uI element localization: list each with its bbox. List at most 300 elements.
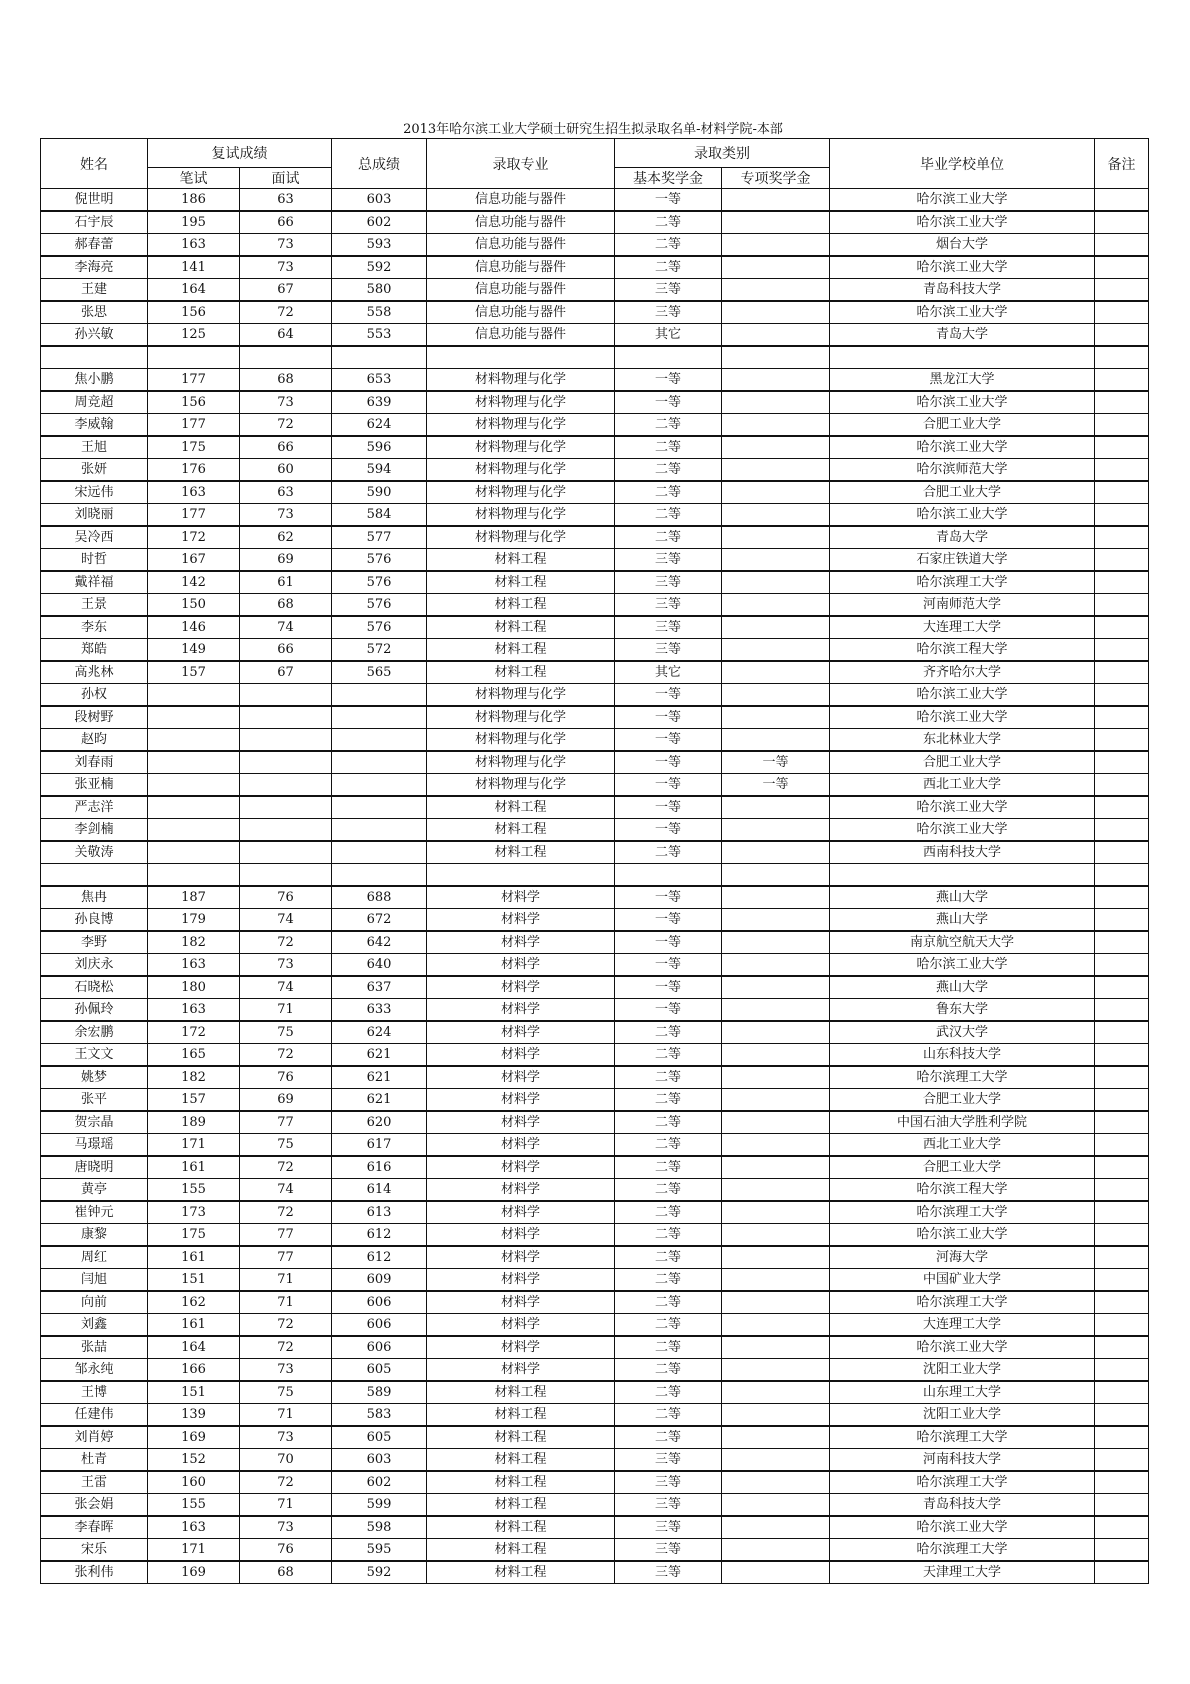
special-scholarship-cell bbox=[722, 1449, 830, 1472]
table-row bbox=[41, 279, 1149, 302]
basic-scholarship-cell: 二等 bbox=[615, 211, 722, 234]
remark-cell bbox=[1095, 189, 1149, 212]
basic-scholarship-cell: 三等 bbox=[615, 639, 722, 662]
special-scholarship-cell bbox=[722, 459, 830, 482]
special-scholarship-cell bbox=[722, 729, 830, 752]
total-score-cell: 621 bbox=[332, 1044, 427, 1067]
remark-cell bbox=[1095, 954, 1149, 977]
major-cell: 材料学 bbox=[427, 909, 615, 932]
interview-score-cell: 74 bbox=[240, 616, 332, 639]
table-row bbox=[41, 504, 1149, 527]
interview-score-cell: 73 bbox=[240, 256, 332, 279]
total-score-cell: 642 bbox=[332, 931, 427, 954]
major-cell: 材料工程 bbox=[427, 1404, 615, 1427]
written-score-cell: 142 bbox=[148, 571, 240, 594]
table-row bbox=[41, 369, 1149, 392]
remark-cell bbox=[1095, 1359, 1149, 1382]
written-score-cell: 177 bbox=[148, 414, 240, 437]
table-row bbox=[41, 639, 1149, 662]
name-cell: 张亚楠 bbox=[41, 774, 148, 797]
remark-cell bbox=[1095, 1089, 1149, 1112]
major-cell: 信息功能与器件 bbox=[427, 211, 615, 234]
school-cell: 合肥工业大学 bbox=[830, 1156, 1095, 1179]
school-cell: 山东理工大学 bbox=[830, 1381, 1095, 1404]
name-cell: 周红 bbox=[41, 1246, 148, 1269]
remark-cell bbox=[1095, 211, 1149, 234]
total-score-cell: 593 bbox=[332, 234, 427, 257]
name-cell bbox=[41, 864, 148, 887]
special-scholarship-cell bbox=[722, 1471, 830, 1494]
table-row bbox=[41, 999, 1149, 1022]
table-row bbox=[41, 346, 1149, 369]
special-scholarship-cell bbox=[722, 526, 830, 549]
name-cell: 刘晓丽 bbox=[41, 504, 148, 527]
name-cell: 孙佩玲 bbox=[41, 999, 148, 1022]
major-cell: 材料工程 bbox=[427, 1494, 615, 1517]
name-cell: 李海亮 bbox=[41, 256, 148, 279]
interview-score-cell: 75 bbox=[240, 1381, 332, 1404]
special-scholarship-cell bbox=[722, 1359, 830, 1382]
interview-score-cell: 72 bbox=[240, 931, 332, 954]
basic-scholarship-cell: 二等 bbox=[615, 1201, 722, 1224]
basic-scholarship-cell: 一等 bbox=[615, 976, 722, 999]
total-score-cell: 617 bbox=[332, 1134, 427, 1157]
interview-score-cell: 74 bbox=[240, 976, 332, 999]
major-cell: 材料工程 bbox=[427, 639, 615, 662]
interview-score-cell: 71 bbox=[240, 999, 332, 1022]
written-score-cell: 155 bbox=[148, 1179, 240, 1202]
table-row bbox=[41, 549, 1149, 572]
written-score-cell: 157 bbox=[148, 1089, 240, 1112]
name-cell: 王景 bbox=[41, 594, 148, 617]
interview-score-cell: 72 bbox=[240, 301, 332, 324]
major-cell: 材料学 bbox=[427, 1269, 615, 1292]
name-cell: 严志洋 bbox=[41, 796, 148, 819]
school-cell: 哈尔滨工业大学 bbox=[830, 391, 1095, 414]
special-scholarship-cell bbox=[722, 1246, 830, 1269]
name-cell: 段树野 bbox=[41, 706, 148, 729]
total-score-cell: 672 bbox=[332, 909, 427, 932]
special-scholarship-cell bbox=[722, 436, 830, 459]
total-score-cell: 603 bbox=[332, 189, 427, 212]
interview-score-cell: 71 bbox=[240, 1404, 332, 1427]
name-cell: 李野 bbox=[41, 931, 148, 954]
name-cell: 张平 bbox=[41, 1089, 148, 1112]
remark-cell bbox=[1095, 1516, 1149, 1539]
interview-score-cell: 73 bbox=[240, 234, 332, 257]
table-row bbox=[41, 819, 1149, 842]
name-cell: 刘庆永 bbox=[41, 954, 148, 977]
basic-scholarship-cell: 二等 bbox=[615, 481, 722, 504]
table-row bbox=[41, 1426, 1149, 1449]
total-score-cell: 595 bbox=[332, 1539, 427, 1562]
special-scholarship-cell bbox=[722, 279, 830, 302]
major-cell bbox=[427, 346, 615, 369]
name-cell: 关敬涛 bbox=[41, 841, 148, 864]
total-score-cell: 603 bbox=[332, 1449, 427, 1472]
school-cell: 沈阳工业大学 bbox=[830, 1404, 1095, 1427]
written-score-cell: 169 bbox=[148, 1561, 240, 1584]
basic-scholarship-cell: 二等 bbox=[615, 504, 722, 527]
interview-score-cell: 72 bbox=[240, 1336, 332, 1359]
name-cell: 张思 bbox=[41, 301, 148, 324]
name-cell: 宋远伟 bbox=[41, 481, 148, 504]
basic-scholarship-cell: 三等 bbox=[615, 1449, 722, 1472]
remark-cell bbox=[1095, 1111, 1149, 1134]
total-score-cell: 602 bbox=[332, 211, 427, 234]
name-cell: 崔钟元 bbox=[41, 1201, 148, 1224]
interview-score-cell: 72 bbox=[240, 1156, 332, 1179]
header-special-scholarship: 专项奖学金 bbox=[722, 168, 830, 189]
basic-scholarship-cell: 一等 bbox=[615, 931, 722, 954]
name-cell: 焦小鹏 bbox=[41, 369, 148, 392]
table-row bbox=[41, 616, 1149, 639]
remark-cell bbox=[1095, 1044, 1149, 1067]
table-row bbox=[41, 1201, 1149, 1224]
total-score-cell: 598 bbox=[332, 1516, 427, 1539]
remark-cell bbox=[1095, 1426, 1149, 1449]
interview-score-cell: 73 bbox=[240, 1516, 332, 1539]
school-cell: 哈尔滨理工大学 bbox=[830, 1201, 1095, 1224]
special-scholarship-cell: 一等 bbox=[722, 751, 830, 774]
name-cell: 贺宗晶 bbox=[41, 1111, 148, 1134]
special-scholarship-cell bbox=[722, 504, 830, 527]
interview-score-cell: 71 bbox=[240, 1291, 332, 1314]
header-retest: 复试成绩 bbox=[148, 139, 332, 168]
special-scholarship-cell bbox=[722, 1201, 830, 1224]
total-score-cell: 621 bbox=[332, 1089, 427, 1112]
major-cell: 信息功能与器件 bbox=[427, 189, 615, 212]
school-cell: 燕山大学 bbox=[830, 886, 1095, 909]
total-score-cell: 614 bbox=[332, 1179, 427, 1202]
name-cell: 黄亭 bbox=[41, 1179, 148, 1202]
interview-score-cell bbox=[240, 819, 332, 842]
remark-cell bbox=[1095, 1336, 1149, 1359]
school-cell: 河南师范大学 bbox=[830, 594, 1095, 617]
interview-score-cell: 69 bbox=[240, 1089, 332, 1112]
total-score-cell: 592 bbox=[332, 256, 427, 279]
major-cell: 材料学 bbox=[427, 1111, 615, 1134]
special-scholarship-cell bbox=[722, 796, 830, 819]
school-cell: 燕山大学 bbox=[830, 909, 1095, 932]
school-cell: 青岛科技大学 bbox=[830, 1494, 1095, 1517]
basic-scholarship-cell: 二等 bbox=[615, 841, 722, 864]
basic-scholarship-cell: 二等 bbox=[615, 1269, 722, 1292]
table-row bbox=[41, 1156, 1149, 1179]
written-score-cell bbox=[148, 841, 240, 864]
table-row bbox=[41, 1291, 1149, 1314]
name-cell: 康黎 bbox=[41, 1224, 148, 1247]
basic-scholarship-cell: 一等 bbox=[615, 751, 722, 774]
written-score-cell bbox=[148, 796, 240, 819]
interview-score-cell: 69 bbox=[240, 549, 332, 572]
written-score-cell: 161 bbox=[148, 1156, 240, 1179]
remark-cell bbox=[1095, 1134, 1149, 1157]
table-row bbox=[41, 1314, 1149, 1337]
interview-score-cell: 67 bbox=[240, 279, 332, 302]
school-cell: 哈尔滨理工大学 bbox=[830, 1471, 1095, 1494]
written-score-cell: 187 bbox=[148, 886, 240, 909]
interview-score-cell: 77 bbox=[240, 1246, 332, 1269]
name-cell: 张利伟 bbox=[41, 1561, 148, 1584]
basic-scholarship-cell: 二等 bbox=[615, 1246, 722, 1269]
special-scholarship-cell bbox=[722, 1516, 830, 1539]
remark-cell bbox=[1095, 234, 1149, 257]
table-row bbox=[41, 1404, 1149, 1427]
written-score-cell: 165 bbox=[148, 1044, 240, 1067]
special-scholarship-cell bbox=[722, 1089, 830, 1112]
special-scholarship-cell bbox=[722, 886, 830, 909]
basic-scholarship-cell: 一等 bbox=[615, 886, 722, 909]
basic-scholarship-cell: 二等 bbox=[615, 256, 722, 279]
special-scholarship-cell bbox=[722, 1021, 830, 1044]
basic-scholarship-cell: 一等 bbox=[615, 729, 722, 752]
table-row bbox=[41, 1089, 1149, 1112]
major-cell: 材料物理与化学 bbox=[427, 459, 615, 482]
school-cell: 哈尔滨工程大学 bbox=[830, 1179, 1095, 1202]
written-score-cell: 141 bbox=[148, 256, 240, 279]
special-scholarship-cell bbox=[722, 346, 830, 369]
written-score-cell: 175 bbox=[148, 436, 240, 459]
interview-score-cell: 75 bbox=[240, 1021, 332, 1044]
table-row bbox=[41, 751, 1149, 774]
total-score-cell: 609 bbox=[332, 1269, 427, 1292]
remark-cell bbox=[1095, 999, 1149, 1022]
interview-score-cell: 67 bbox=[240, 661, 332, 684]
school-cell: 哈尔滨工程大学 bbox=[830, 639, 1095, 662]
school-cell: 西北工业大学 bbox=[830, 1134, 1095, 1157]
total-score-cell: 624 bbox=[332, 414, 427, 437]
basic-scholarship-cell: 二等 bbox=[615, 1179, 722, 1202]
written-score-cell: 152 bbox=[148, 1449, 240, 1472]
interview-score-cell: 68 bbox=[240, 594, 332, 617]
major-cell: 材料学 bbox=[427, 1066, 615, 1089]
school-cell: 哈尔滨工业大学 bbox=[830, 796, 1095, 819]
name-cell: 戴祥福 bbox=[41, 571, 148, 594]
remark-cell bbox=[1095, 526, 1149, 549]
special-scholarship-cell bbox=[722, 1044, 830, 1067]
written-score-cell: 163 bbox=[148, 954, 240, 977]
special-scholarship-cell bbox=[722, 256, 830, 279]
special-scholarship-cell bbox=[722, 661, 830, 684]
interview-score-cell: 66 bbox=[240, 436, 332, 459]
name-cell: 刘春雨 bbox=[41, 751, 148, 774]
written-score-cell: 163 bbox=[148, 234, 240, 257]
table-row bbox=[41, 256, 1149, 279]
table-row bbox=[41, 1449, 1149, 1472]
name-cell: 孙良博 bbox=[41, 909, 148, 932]
major-cell: 材料学 bbox=[427, 931, 615, 954]
major-cell: 材料学 bbox=[427, 1314, 615, 1337]
remark-cell bbox=[1095, 1066, 1149, 1089]
table-row bbox=[41, 886, 1149, 909]
written-score-cell: 167 bbox=[148, 549, 240, 572]
written-score-cell: 164 bbox=[148, 1336, 240, 1359]
total-score-cell: 580 bbox=[332, 279, 427, 302]
major-cell: 材料工程 bbox=[427, 1539, 615, 1562]
total-score-cell: 602 bbox=[332, 1471, 427, 1494]
table-row bbox=[41, 1494, 1149, 1517]
remark-cell bbox=[1095, 301, 1149, 324]
total-score-cell: 616 bbox=[332, 1156, 427, 1179]
special-scholarship-cell bbox=[722, 1291, 830, 1314]
interview-score-cell: 73 bbox=[240, 954, 332, 977]
total-score-cell bbox=[332, 706, 427, 729]
school-cell: 哈尔滨工业大学 bbox=[830, 189, 1095, 212]
written-score-cell: 171 bbox=[148, 1539, 240, 1562]
interview-score-cell: 73 bbox=[240, 391, 332, 414]
special-scholarship-cell bbox=[722, 976, 830, 999]
major-cell: 材料工程 bbox=[427, 796, 615, 819]
special-scholarship-cell bbox=[722, 549, 830, 572]
table-row bbox=[41, 684, 1149, 707]
school-cell: 哈尔滨工业大学 bbox=[830, 706, 1095, 729]
school-cell: 哈尔滨工业大学 bbox=[830, 819, 1095, 842]
interview-score-cell bbox=[240, 841, 332, 864]
school-cell: 石家庄铁道大学 bbox=[830, 549, 1095, 572]
special-scholarship-cell bbox=[722, 414, 830, 437]
total-score-cell: 624 bbox=[332, 1021, 427, 1044]
basic-scholarship-cell: 二等 bbox=[615, 1336, 722, 1359]
name-cell: 杜青 bbox=[41, 1449, 148, 1472]
name-cell: 王旭 bbox=[41, 436, 148, 459]
table-row bbox=[41, 481, 1149, 504]
school-cell: 河海大学 bbox=[830, 1246, 1095, 1269]
written-score-cell: 155 bbox=[148, 1494, 240, 1517]
special-scholarship-cell bbox=[722, 1224, 830, 1247]
written-score-cell: 139 bbox=[148, 1404, 240, 1427]
remark-cell bbox=[1095, 796, 1149, 819]
basic-scholarship-cell bbox=[615, 346, 722, 369]
school-cell: 哈尔滨理工大学 bbox=[830, 1426, 1095, 1449]
special-scholarship-cell bbox=[722, 1179, 830, 1202]
total-score-cell: 572 bbox=[332, 639, 427, 662]
written-score-cell bbox=[148, 684, 240, 707]
header-name: 姓名 bbox=[41, 139, 148, 189]
school-cell: 哈尔滨工业大学 bbox=[830, 504, 1095, 527]
remark-cell bbox=[1095, 1291, 1149, 1314]
total-score-cell: 605 bbox=[332, 1359, 427, 1382]
total-score-cell: 621 bbox=[332, 1066, 427, 1089]
remark-cell bbox=[1095, 976, 1149, 999]
total-score-cell: 612 bbox=[332, 1224, 427, 1247]
major-cell: 材料学 bbox=[427, 1359, 615, 1382]
school-cell: 合肥工业大学 bbox=[830, 481, 1095, 504]
written-score-cell: 186 bbox=[148, 189, 240, 212]
interview-score-cell: 72 bbox=[240, 1471, 332, 1494]
interview-score-cell: 75 bbox=[240, 1134, 332, 1157]
special-scholarship-cell bbox=[722, 234, 830, 257]
written-score-cell: 182 bbox=[148, 1066, 240, 1089]
name-cell: 任建伟 bbox=[41, 1404, 148, 1427]
special-scholarship-cell bbox=[722, 1336, 830, 1359]
major-cell: 材料学 bbox=[427, 976, 615, 999]
total-score-cell: 576 bbox=[332, 594, 427, 617]
basic-scholarship-cell: 三等 bbox=[615, 616, 722, 639]
name-cell: 倪世明 bbox=[41, 189, 148, 212]
major-cell: 材料物理与化学 bbox=[427, 751, 615, 774]
table-row bbox=[41, 526, 1149, 549]
school-cell: 哈尔滨工业大学 bbox=[830, 684, 1095, 707]
interview-score-cell bbox=[240, 346, 332, 369]
header-written: 笔试 bbox=[148, 168, 240, 189]
total-score-cell bbox=[332, 729, 427, 752]
interview-score-cell: 72 bbox=[240, 1044, 332, 1067]
interview-score-cell: 73 bbox=[240, 1426, 332, 1449]
total-score-cell: 592 bbox=[332, 1561, 427, 1584]
basic-scholarship-cell: 三等 bbox=[615, 279, 722, 302]
school-cell: 合肥工业大学 bbox=[830, 1089, 1095, 1112]
written-score-cell: 161 bbox=[148, 1246, 240, 1269]
table-row bbox=[41, 1539, 1149, 1562]
header-basic-scholarship: 基本奖学金 bbox=[615, 168, 722, 189]
table-row bbox=[41, 594, 1149, 617]
name-cell: 张喆 bbox=[41, 1336, 148, 1359]
table-row bbox=[41, 661, 1149, 684]
basic-scholarship-cell: 三等 bbox=[615, 549, 722, 572]
school-cell: 哈尔滨理工大学 bbox=[830, 1291, 1095, 1314]
table-row bbox=[41, 1516, 1149, 1539]
remark-cell bbox=[1095, 594, 1149, 617]
major-cell: 材料工程 bbox=[427, 571, 615, 594]
remark-cell bbox=[1095, 706, 1149, 729]
name-cell: 李春晖 bbox=[41, 1516, 148, 1539]
table-row bbox=[41, 954, 1149, 977]
name-cell: 王建 bbox=[41, 279, 148, 302]
remark-cell bbox=[1095, 346, 1149, 369]
written-score-cell: 195 bbox=[148, 211, 240, 234]
basic-scholarship-cell: 三等 bbox=[615, 571, 722, 594]
total-score-cell: 558 bbox=[332, 301, 427, 324]
total-score-cell bbox=[332, 819, 427, 842]
basic-scholarship-cell: 其它 bbox=[615, 661, 722, 684]
written-score-cell: 160 bbox=[148, 1471, 240, 1494]
remark-cell bbox=[1095, 414, 1149, 437]
remark-cell bbox=[1095, 324, 1149, 347]
school-cell: 烟台大学 bbox=[830, 234, 1095, 257]
school-cell: 哈尔滨工业大学 bbox=[830, 211, 1095, 234]
major-cell bbox=[427, 864, 615, 887]
written-score-cell: 177 bbox=[148, 504, 240, 527]
interview-score-cell bbox=[240, 796, 332, 819]
total-score-cell: 606 bbox=[332, 1291, 427, 1314]
major-cell: 信息功能与器件 bbox=[427, 234, 615, 257]
school-cell bbox=[830, 346, 1095, 369]
written-score-cell bbox=[148, 774, 240, 797]
basic-scholarship-cell: 三等 bbox=[615, 1494, 722, 1517]
interview-score-cell: 63 bbox=[240, 189, 332, 212]
remark-cell bbox=[1095, 391, 1149, 414]
school-cell: 哈尔滨工业大学 bbox=[830, 1336, 1095, 1359]
written-score-cell: 175 bbox=[148, 1224, 240, 1247]
basic-scholarship-cell: 三等 bbox=[615, 301, 722, 324]
special-scholarship-cell bbox=[722, 1539, 830, 1562]
major-cell: 材料学 bbox=[427, 1336, 615, 1359]
written-score-cell: 163 bbox=[148, 481, 240, 504]
major-cell: 信息功能与器件 bbox=[427, 324, 615, 347]
major-cell: 材料物理与化学 bbox=[427, 729, 615, 752]
written-score-cell: 179 bbox=[148, 909, 240, 932]
basic-scholarship-cell: 三等 bbox=[615, 1561, 722, 1584]
total-score-cell: 653 bbox=[332, 369, 427, 392]
major-cell: 材料物理与化学 bbox=[427, 706, 615, 729]
written-score-cell: 146 bbox=[148, 616, 240, 639]
major-cell: 材料学 bbox=[427, 1044, 615, 1067]
remark-cell bbox=[1095, 661, 1149, 684]
interview-score-cell bbox=[240, 729, 332, 752]
name-cell: 郑皓 bbox=[41, 639, 148, 662]
special-scholarship-cell bbox=[722, 1156, 830, 1179]
